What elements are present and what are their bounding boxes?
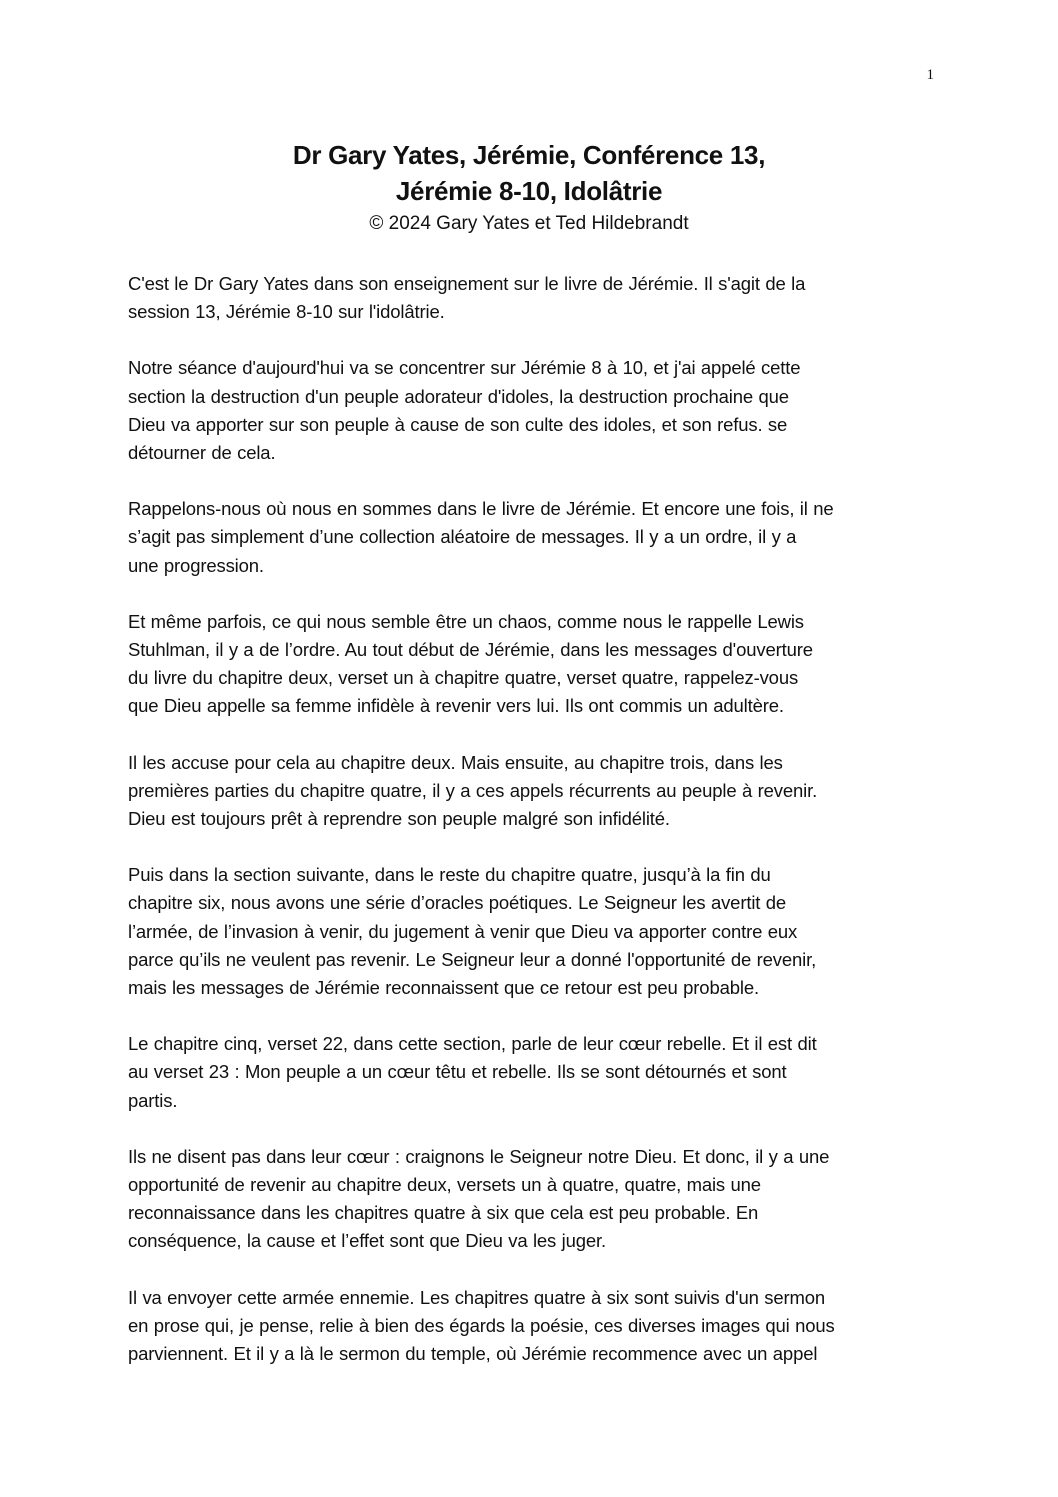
copyright-notice: © 2024 Gary Yates et Ted Hildebrandt xyxy=(369,213,689,234)
paragraph xyxy=(128,270,936,326)
text-line: détourner de cela. xyxy=(128,442,276,464)
text-line: section la destruction d'un peuple adorateur d'idoles, la destruction prochaine que xyxy=(128,385,789,407)
text-line: Le chapitre cinq, verset 22, dans cette section, parle de leur cœur rebelle. Et il est dit xyxy=(128,1033,817,1055)
text-line: Il va envoyer cette armée ennemie. Les chapitres quatre à six sont suivis d'un sermon xyxy=(128,1286,826,1308)
text-line: C'est le Dr Gary Yates dans son enseignement sur le livre de Jérémie. Il s'agit de la xyxy=(128,273,806,294)
text-line: reconnaissance dans les chapitres quatre à six que cela est peu probable. En xyxy=(128,1202,759,1224)
paragraph xyxy=(128,749,936,834)
paragraph xyxy=(128,608,936,721)
title-line-1: Dr Gary Yates, Jérémie, Conférence 13, xyxy=(292,140,766,170)
text-line: Rappelons-nous où nous en sommes dans le livre de Jérémie. Et encore une fois, il ne xyxy=(128,498,834,520)
text-line: premières parties du chapitre quatre, il y a ces appels récurrents au peuple à revenir. xyxy=(128,779,818,801)
title-line-2: Jérémie 8-10, Idolâtrie xyxy=(395,176,663,206)
text-line: parviennent. Et il y a là le sermon du temple, où Jérémie recommence avec un appel xyxy=(128,1343,818,1365)
text-line: opportunité de revenir au chapitre deux, versets un à quatre, quatre, mais une xyxy=(128,1174,761,1196)
paragraph xyxy=(128,495,936,580)
text-line: Stuhlman, il y a de l’ordre. Au tout début de Jérémie, dans les messages d'ouverture xyxy=(128,639,813,661)
text-line: Et même parfois, ce qui nous semble être un chaos, comme nous le rappelle Lewis xyxy=(128,610,804,632)
page-number: 1 xyxy=(926,67,934,83)
text-line: l’armée, de l’invasion à venir, du jugement à venir que Dieu va apporter contre eux xyxy=(128,920,798,942)
text-line: conséquence, la cause et l’effet sont que Dieu va les juger. xyxy=(128,1230,607,1252)
text-line: du livre du chapitre deux, verset un à chapitre quatre, verset quatre, rappelez-vous xyxy=(128,667,799,689)
text-line: partis. xyxy=(128,1089,178,1111)
title-block xyxy=(0,137,1058,238)
text-line: en prose qui, je pense, relie à bien des égards la poésie, ces diverses images qui nous xyxy=(128,1314,835,1336)
text-line: Notre séance d'aujourd'hui va se concentrer sur Jérémie 8 à 10, et j'ai appelé cette xyxy=(128,357,801,379)
paragraph xyxy=(128,354,936,467)
text-line: parce qu’ils ne veulent pas revenir. Le Seigneur leur a donné l'opportunité de revenir, xyxy=(128,948,817,970)
paragraph xyxy=(128,861,936,1002)
text-line: session 13, Jérémie 8-10 sur l'idolâtrie. xyxy=(128,301,445,323)
text-line: chapitre six, nous avons une série d’oracles poétiques. Le Seigneur les avertit de xyxy=(128,892,787,914)
text-line: Puis dans la section suivante, dans le reste du chapitre quatre, jusqu’à la fin du xyxy=(128,864,771,886)
text-line: Il les accuse pour cela au chapitre deux. Mais ensuite, au chapitre trois, dans les xyxy=(128,751,783,773)
text-line: que Dieu appelle sa femme infidèle à revenir vers lui. Ils ont commis un adultère. xyxy=(128,695,784,717)
text-line: une progression. xyxy=(128,554,264,576)
paragraph xyxy=(128,1030,936,1115)
paragraph xyxy=(128,1284,936,1369)
text-line: mais les messages de Jérémie reconnaissent que ce retour est peu probable. xyxy=(128,977,759,999)
paragraph xyxy=(128,1143,936,1256)
text-line: Dieu va apporter sur son peuple à cause de son culte des idoles, et son refus. se xyxy=(128,413,788,435)
document-body xyxy=(128,270,936,1396)
text-line: Dieu est toujours prêt à reprendre son peuple malgré son infidélité. xyxy=(128,808,670,830)
text-line: au verset 23 : Mon peuple a un cœur têtu et rebelle. Ils se sont détournés et sont xyxy=(128,1061,787,1083)
text-line: s’agit pas simplement d’une collection aléatoire de messages. Il y a un ordre, il y a xyxy=(128,526,797,548)
text-line: Ils ne disent pas dans leur cœur : craignons le Seigneur notre Dieu. Et donc, il y a une xyxy=(128,1145,830,1167)
